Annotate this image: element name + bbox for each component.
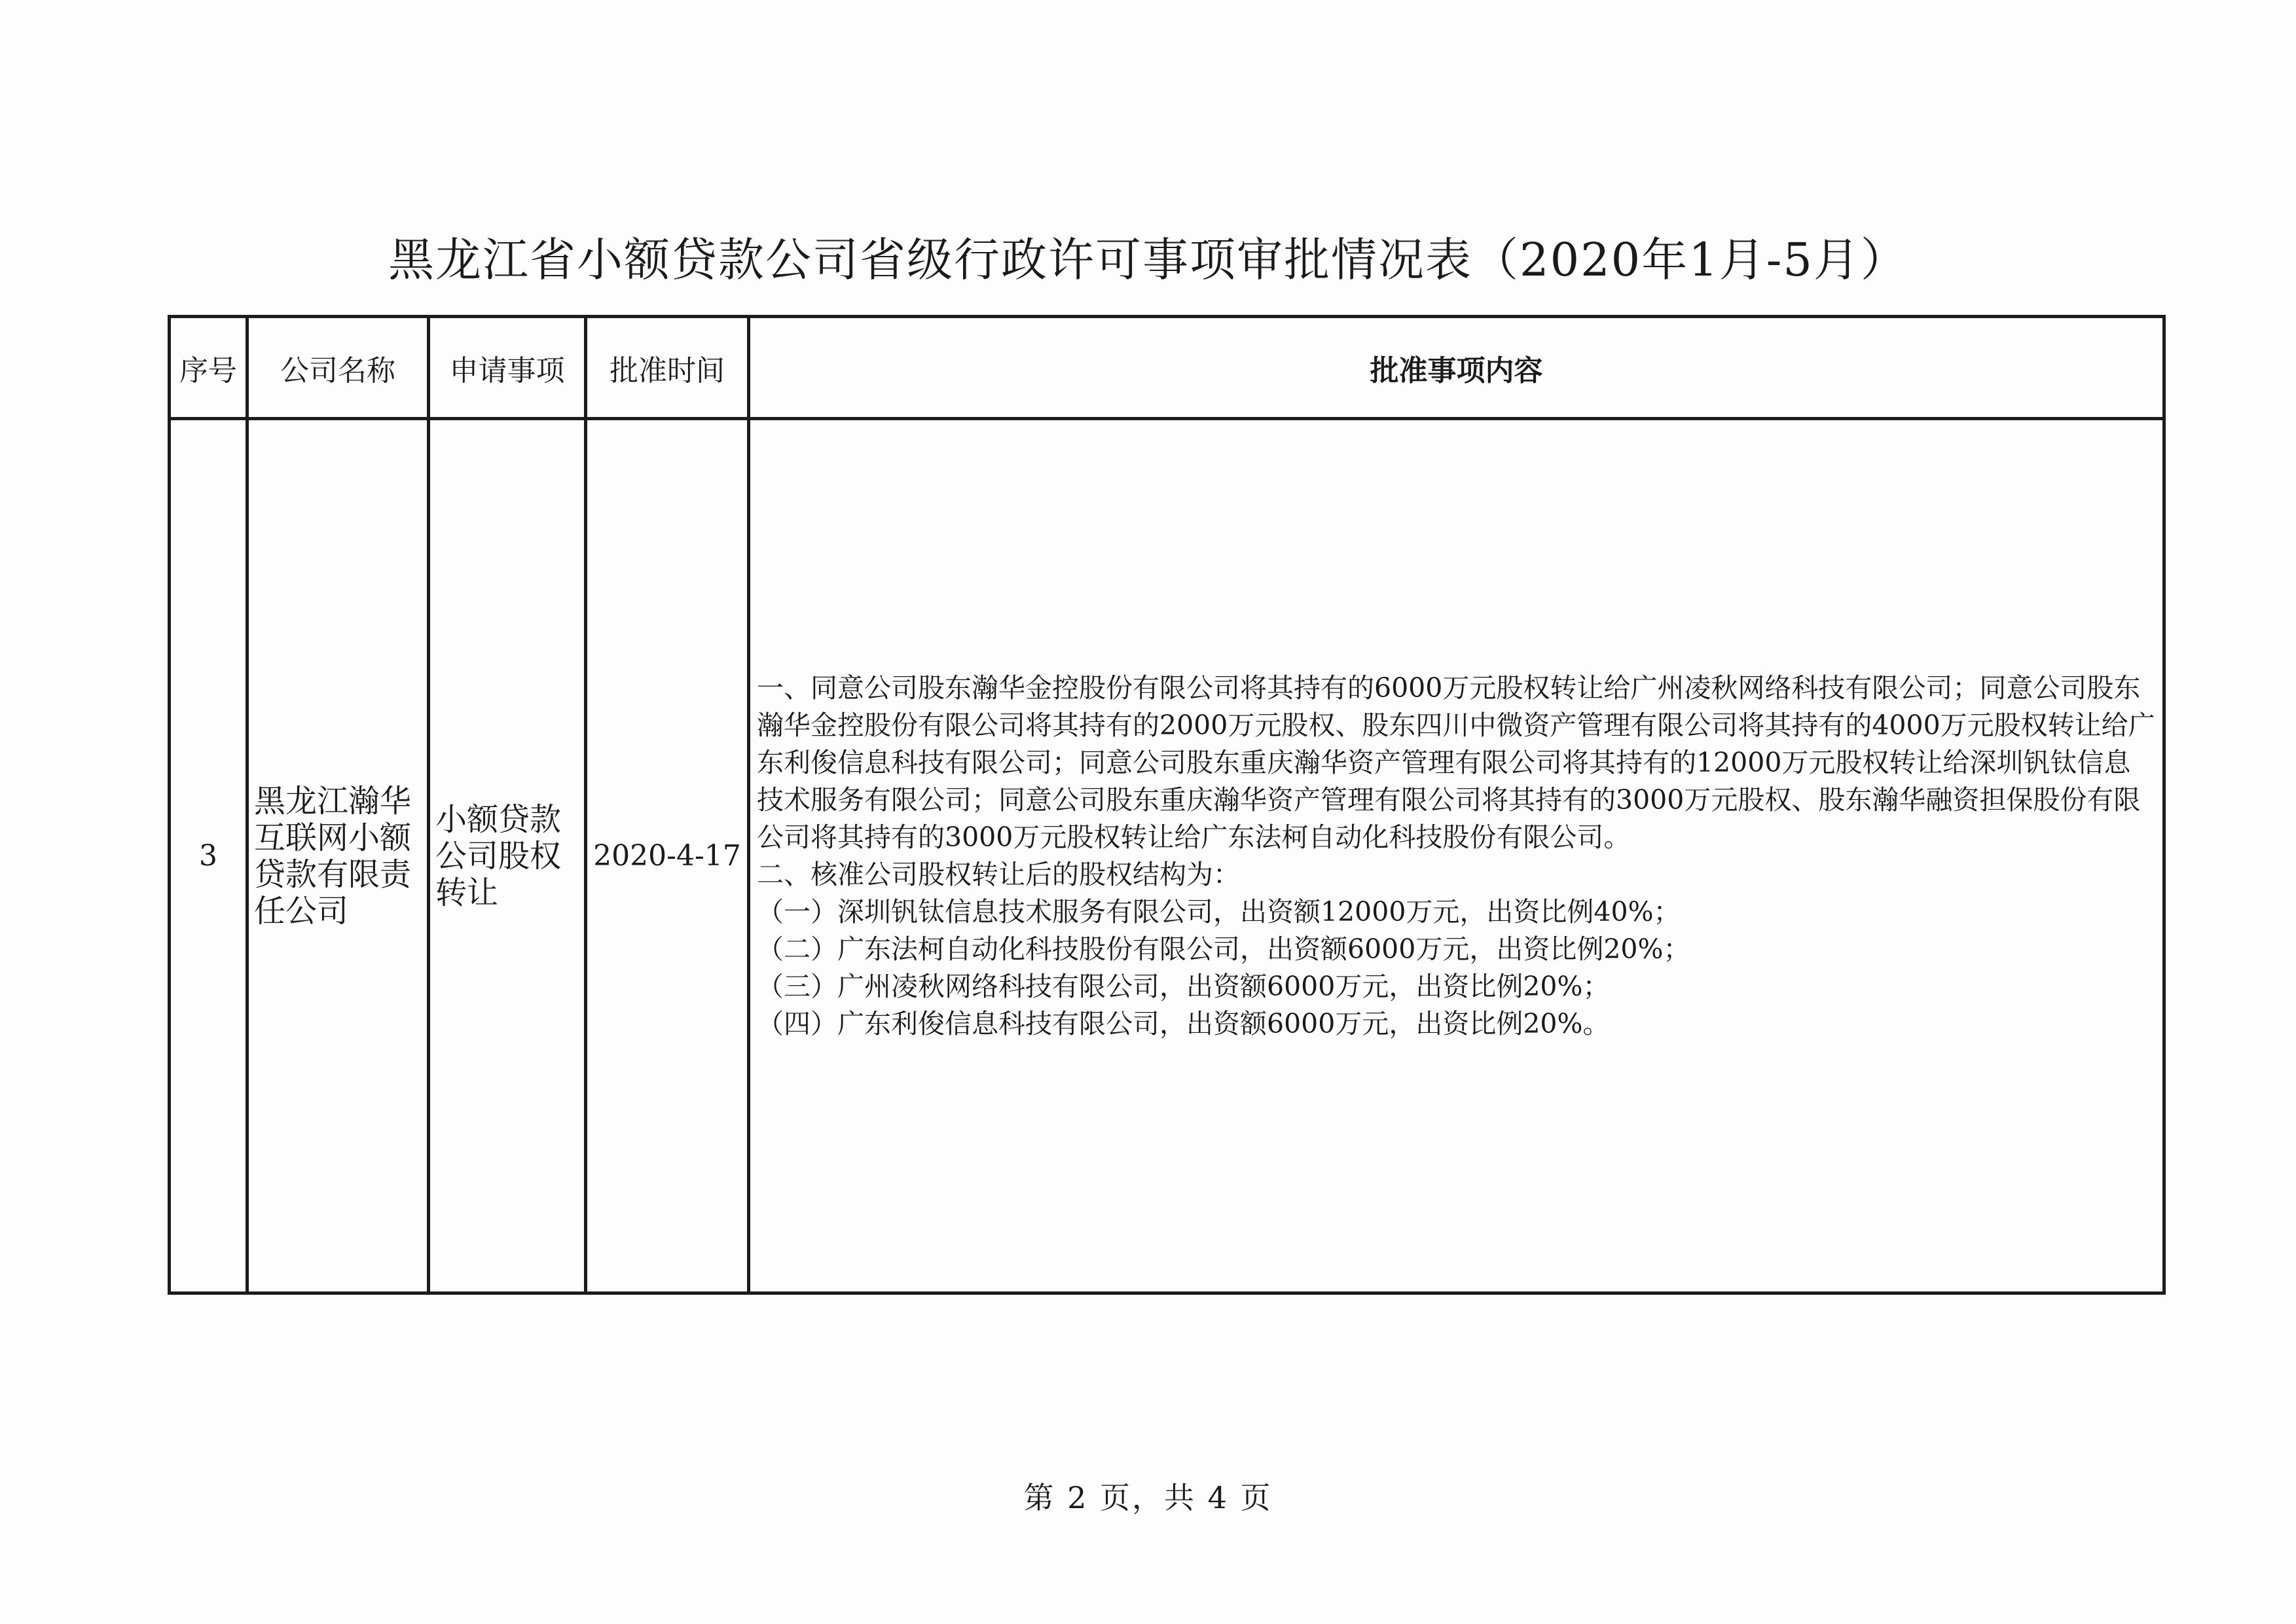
row-company-name: 黑龙江瀚华互联网小额贷款有限责任公司 [247,419,429,1293]
page-number-footer: 第 2 页，共 4 页 [1023,1480,1273,1515]
content-heading-structure: 二、核准公司股权转让后的股权结构为： [757,858,1240,890]
header-date: 批准时间 [586,317,749,419]
table-header-row [170,317,2164,419]
header-seq: 序号 [170,317,247,419]
content-paragraph-transfers: 一、同意公司股东瀚华金控股份有限公司将其持有的6000万元股权转让给广州凌秋网络科技有限公司；同意公司股东瀚华金控股份有限公司将其持有的2000万元股权、股东四川中微资产管理有限公司将其持有的4000万元股权转让给广东利俊信息科技有限公司；同意公司股东重庆瀚华资产管理有限公司将其持有的12000万元股权转让给深圳钒钛信息技术服务有限公司；同意公司股东重庆瀚华资产管理有限公司将其持有的3000万元股权、股东瀚华融资担保股份有限公司将其持有的3000万元股权转让给广东法柯自动化科技股份有限公司。 [757,672,2155,853]
structure-item-4: （四）广东利俊信息科技有限公司，出资额6000万元，出资比例20%。 [757,1007,1610,1039]
structure-item-2: （二）广东法柯自动化科技股份有限公司，出资额6000万元，出资比例20%； [757,933,1690,965]
page-title: 黑龙江省小额贷款公司省级行政许可事项审批情况表（2020年1月-5月） [388,233,1908,287]
row-approval-date: 2020-4-17 [586,419,749,1293]
row-approval-content [749,419,2164,1293]
header-company: 公司名称 [247,317,429,419]
row-application-item: 小额贷款公司股权转让 [429,419,586,1293]
structure-item-3: （三）广州凌秋网络科技有限公司，出资额6000万元，出资比例20%； [757,970,1610,1002]
row-seq: 3 [170,419,247,1293]
table-row [170,419,2164,1293]
structure-item-1: （一）深圳钒钛信息技术服务有限公司，出资额12000万元，出资比例40%； [757,895,1681,928]
header-item: 申请事项 [429,317,586,419]
header-content: 批准事项内容 [749,317,2164,419]
approval-table [168,315,2166,1295]
